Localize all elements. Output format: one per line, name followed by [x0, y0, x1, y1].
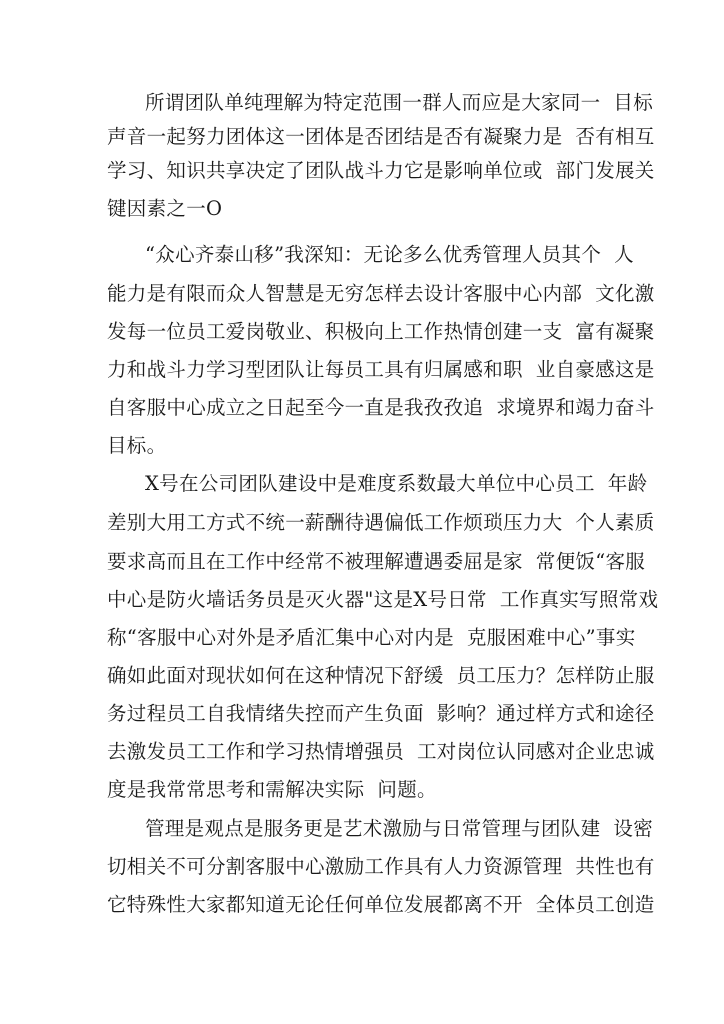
paragraph-1-line-3: 学习、知识共享决定了团队战斗力它是影响单位或 部门发展关 — [107, 159, 655, 182]
paragraph-3-line-7: 务过程员工自我情绪失控而产生负面 影响？通过样方式和途径 — [107, 702, 655, 725]
paragraph-3-line-8: 去激发员工工作和学习热情增强员 工对岗位认同感对企业忠诚 — [107, 740, 655, 763]
paragraph-4-line-1: 管理是观点是服务更是艺术激励与日常管理与团队建 设密 — [145, 817, 653, 840]
paragraph-2-line-5: 自客服中心成立之日起至今一直是我孜孜追 求境界和竭力奋斗 — [107, 396, 655, 419]
paragraph-2-line-4: 力和战斗力学习型团队让每员工具有归属感和职 业自豪感这是 — [107, 358, 655, 381]
paragraph-3-line-2: 差别大用工方式不统一薪酬待遇偏低工作烦琐压力大 个人素质 — [107, 511, 655, 534]
paragraph-3-line-6: 确如此面对现状如何在这种情况下舒缓 员工压力？怎样防止服 — [107, 664, 655, 687]
paragraph-3-line-1: X号在公司团队建设中是难度系数最大单位中心员工 年龄 — [145, 472, 648, 495]
paragraph-2-line-6: 目标。 — [107, 434, 167, 457]
paragraph-3-line-5: 称“客服中心对外是矛盾汇集中心对内是 克服困难中心”事实 — [107, 626, 636, 649]
paragraph-1-line-2: 声音一起努力团体这一团体是否团结是否有凝聚力是 否有相互 — [107, 125, 655, 148]
paragraph-4-line-3: 它特殊性大家都知道无论任何单位发展都离不开 全体员工创造 — [107, 893, 655, 916]
paragraph-4-line-2: 切相关不可分割客服中心激励工作具有人力资源管理 共性也有 — [107, 855, 655, 878]
paragraph-1-line-4: 键因素之一O — [107, 197, 223, 220]
paragraph-2-line-2: 能力是有限而众人智慧是无穷怎样去设计客服中心内部 文化激 — [107, 282, 655, 305]
paragraph-1-line-1: 所谓团队单纯理解为特定范围一群人而应是大家同一 目标 — [145, 91, 653, 114]
paragraph-3-line-3: 要求高而且在工作中经常不被理解遭遇委屈是家 常便饭“客服 — [107, 550, 646, 573]
paragraph-2-line-1: “众心齐泰山移”我深知：无论多么优秀管理人员其个 人 — [145, 243, 634, 266]
paragraph-2-line-3: 发每一位员工爱岗敬业、积极向上工作热情创建一支 富有凝聚 — [107, 320, 655, 343]
paragraph-3-line-4: 中心是防火墙话务员是灭火器"这是X号日常 工作真实写照常戏 — [107, 588, 659, 611]
paragraph-3-line-9: 度是我常常思考和需解决实际 问题。 — [107, 778, 437, 801]
